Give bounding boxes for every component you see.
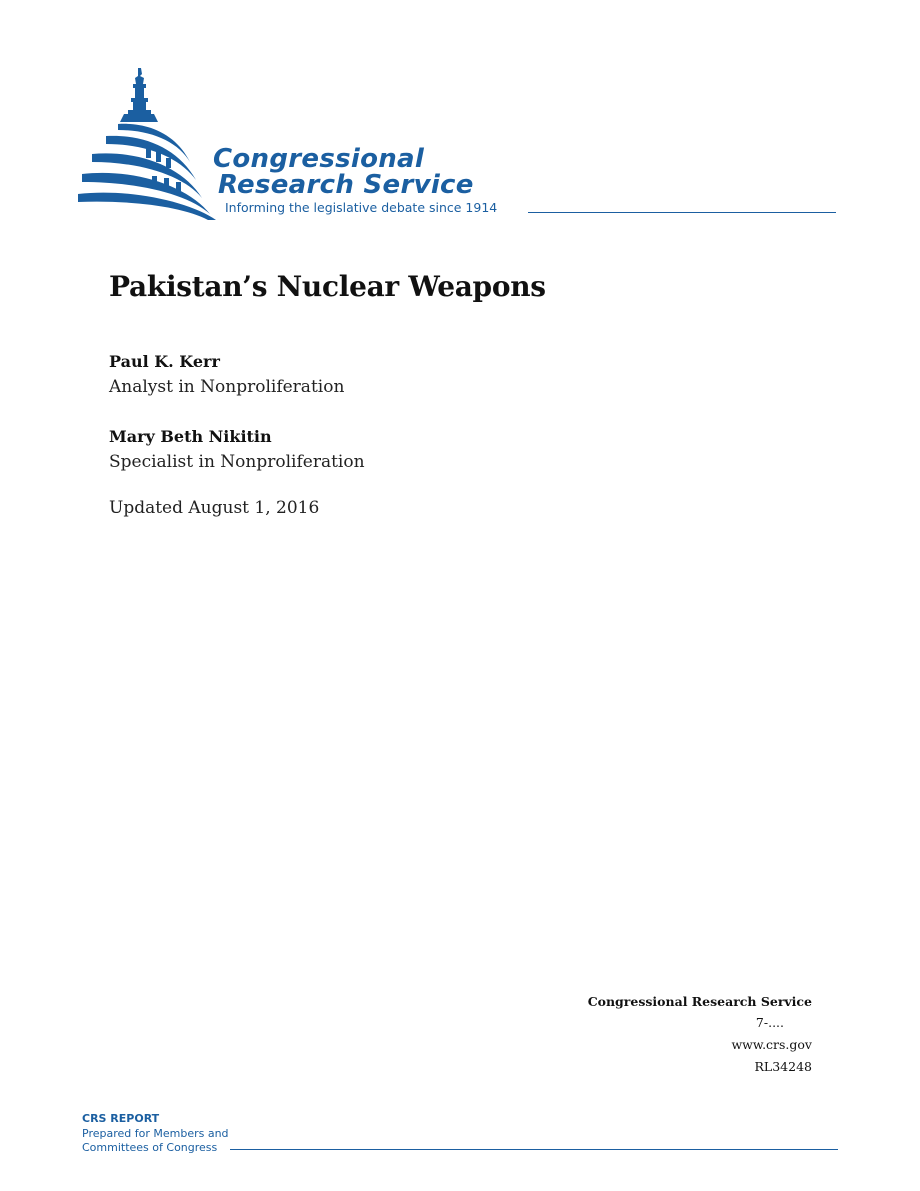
- capitol-dome-icon: [78, 64, 223, 220]
- logo-name-line1: Congressional: [213, 144, 425, 174]
- author-name: Paul K. Kerr: [109, 352, 220, 371]
- logo-divider: [528, 212, 836, 213]
- logo-tagline: Informing the legislative debate since 1914: [225, 200, 498, 215]
- updated-date: Updated August 1, 2016: [109, 498, 320, 518]
- footer-divider: [230, 1149, 838, 1150]
- report-number: RL34248: [754, 1059, 812, 1074]
- crs-org-name: Congressional Research Service: [587, 994, 812, 1009]
- author-role: Specialist in Nonproliferation: [109, 452, 365, 472]
- logo-name-line2: Research Service: [218, 170, 474, 200]
- author-name: Mary Beth Nikitin: [109, 427, 272, 446]
- footer-label: CRS REPORT: [82, 1112, 160, 1125]
- author-role: Analyst in Nonproliferation: [109, 377, 345, 397]
- report-title: Pakistan’s Nuclear Weapons: [109, 270, 546, 303]
- footer-prepared-line1: Prepared for Members and: [82, 1127, 229, 1140]
- report-code: 7-....: [755, 1015, 784, 1030]
- footer-prepared-line2: Committees of Congress: [82, 1141, 218, 1154]
- crs-info-block: [588, 992, 812, 1078]
- crs-website: www.crs.gov: [731, 1037, 812, 1052]
- crs-logo: [78, 64, 838, 220]
- crs-report-footer: [82, 1112, 838, 1156]
